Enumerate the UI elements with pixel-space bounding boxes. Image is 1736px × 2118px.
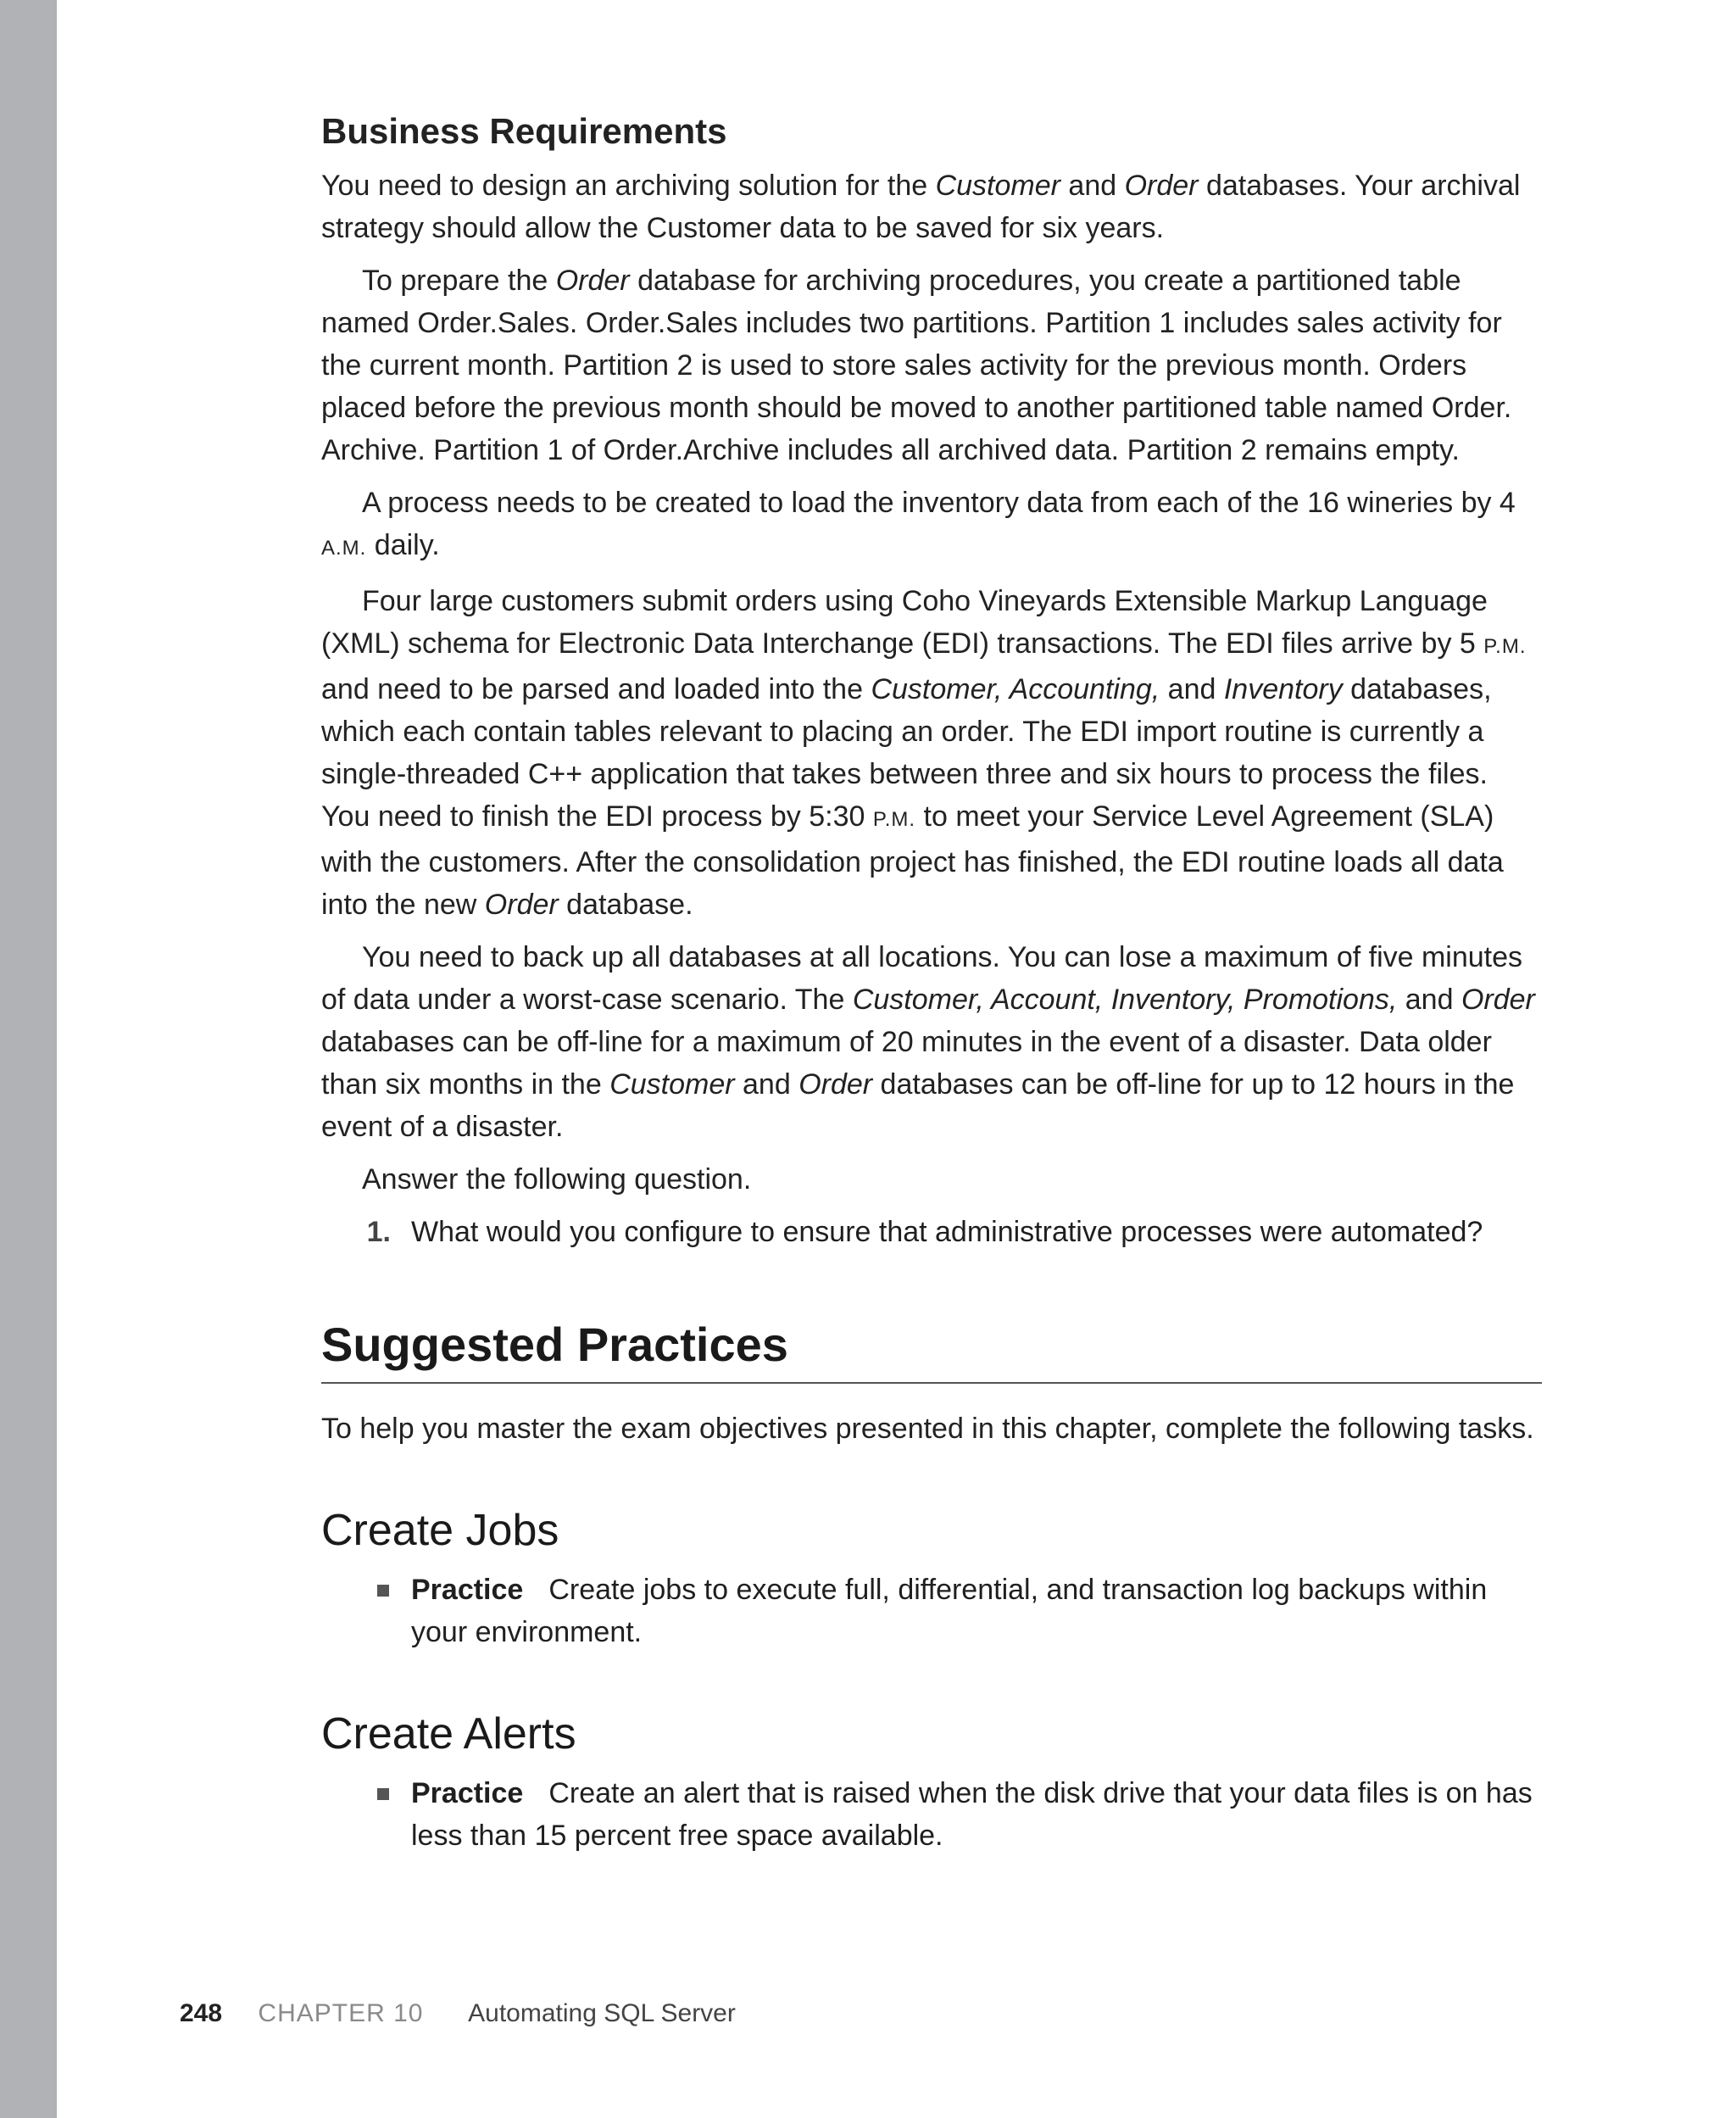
italic-db-name: Customer — [609, 1068, 735, 1101]
create-alerts-practice — [321, 1772, 1542, 1857]
business-requirements-heading: Business Requirements — [321, 111, 727, 151]
text-run: and — [1397, 984, 1461, 1017]
paragraph-backup — [321, 936, 1542, 1148]
bullet-square-icon — [321, 1569, 411, 1653]
time-abbrev: P.M. — [872, 808, 916, 832]
practice-description: Create an alert that is raised when the disk drive that your data files is on has less than 15 percent free space available. — [411, 1777, 1533, 1853]
practice-label: Practice — [411, 1777, 524, 1810]
paragraph-inventory-load — [321, 482, 1542, 570]
create-jobs-practice — [321, 1569, 1542, 1653]
text-run: databases, which each contain tables relevant to placing an order. The EDI import routine is currently a single-threaded C++ application that takes between three and six hours to process the files. You need to finish the EDI process by 5:30 — [321, 673, 1492, 833]
page-edge-bar — [0, 0, 57, 2118]
page-footer — [180, 1997, 736, 2031]
text-run: and — [1160, 673, 1224, 706]
italic-db-name: Inventory — [1223, 673, 1343, 706]
question-text: What would you configure to ensure that administrative processes were automated? — [411, 1216, 1483, 1249]
italic-db-name: Customer — [935, 170, 1060, 203]
text-run: You need to design an archiving solution for the — [321, 170, 936, 203]
chapter-title: Automating SQL Server — [468, 1999, 736, 2027]
practice-description: Create jobs to execute full, differential, and transaction log backups within your environment. — [411, 1573, 1488, 1648]
chapter-label: CHAPTER 10 — [258, 1999, 424, 2027]
bullet-square-icon — [321, 1772, 411, 1857]
text-run: databases can be off-line for up to 12 hours in the event of a disaster. — [321, 1068, 1515, 1144]
practice-label: Practice — [411, 1573, 524, 1606]
text-run: Four large customers submit orders using Coho Vineyards Extensible Markup Language (XML) schema for Electronic Data Interchange (EDI) transactions. The EDI files arrive by 5 — [321, 585, 1488, 660]
text-run: to meet your Service Level Agreement (SLA) with the customers. After the consolidation project has finished, the EDI routine loads all data into the new — [321, 800, 1504, 922]
create-jobs-heading: Create Jobs — [321, 1505, 559, 1555]
text-run: You need to back up all databases at all locations. You can lose a maximum of five minutes of data under a worst-case scenario. The — [321, 941, 1523, 1017]
paragraph-edi — [321, 580, 1542, 926]
create-alerts-heading: Create Alerts — [321, 1708, 576, 1758]
italic-db-name: Order — [1461, 984, 1535, 1017]
text-run: databases can be off-line for a maximum of 20 minutes in the event of a disaster. Data older than six months in the — [321, 1026, 1492, 1101]
italic-db-name: Order — [555, 265, 630, 298]
italic-db-name: Order — [798, 1068, 873, 1101]
text-run: daily. — [366, 529, 440, 562]
text-run: and — [734, 1068, 799, 1101]
italic-db-name: Order — [1124, 170, 1199, 203]
page-content — [321, 110, 1542, 1857]
italic-db-name: Customer, Accounting, — [871, 673, 1160, 706]
text-run: database. — [558, 889, 693, 922]
text-run: and — [1060, 170, 1125, 203]
question-item — [321, 1211, 1542, 1253]
page-number: 248 — [180, 1999, 223, 2027]
paragraph-archiving — [321, 164, 1542, 249]
practice-text — [411, 1569, 1542, 1653]
text-run: databases. Your archival strategy should allow the Customer data to be saved for six years. — [321, 170, 1521, 245]
suggested-practices-heading: Suggested Practices — [321, 1316, 1542, 1383]
text-run: A process needs to be created to load the inventory data from each of the 16 wineries by 4 — [362, 487, 1516, 520]
time-abbrev: P.M. — [1483, 635, 1527, 659]
italic-db-name: Order — [484, 889, 559, 922]
time-abbrev: A.M. — [321, 537, 367, 560]
text-run: database for archiving procedures, you create a partitioned table named Order.Sales. Order.Sales includes two partitions. Partition 1 includes sales activity for the current month. Partition 2 is used to store sales activity for the previous month. Orders placed before the previous month should be moved to another partitioned table named Order. Archive. Partition 1 of Order.Archive includes all archived data. Partition 2 remains empty. — [321, 265, 1512, 467]
text-run: To prepare the — [362, 265, 556, 298]
italic-db-name: Customer, Account, Inventory, Promotions, — [852, 984, 1398, 1017]
suggested-practices-intro: To help you master the exam objectives presented in this chapter, complete the following tasks. — [321, 1412, 1534, 1445]
paragraph-answer-prompt: Answer the following question. — [362, 1163, 752, 1196]
question-number: 1. — [366, 1216, 391, 1249]
text-run: and need to be parsed and loaded into the — [321, 673, 871, 706]
paragraph-partitions — [321, 259, 1542, 471]
practice-text — [411, 1772, 1542, 1857]
